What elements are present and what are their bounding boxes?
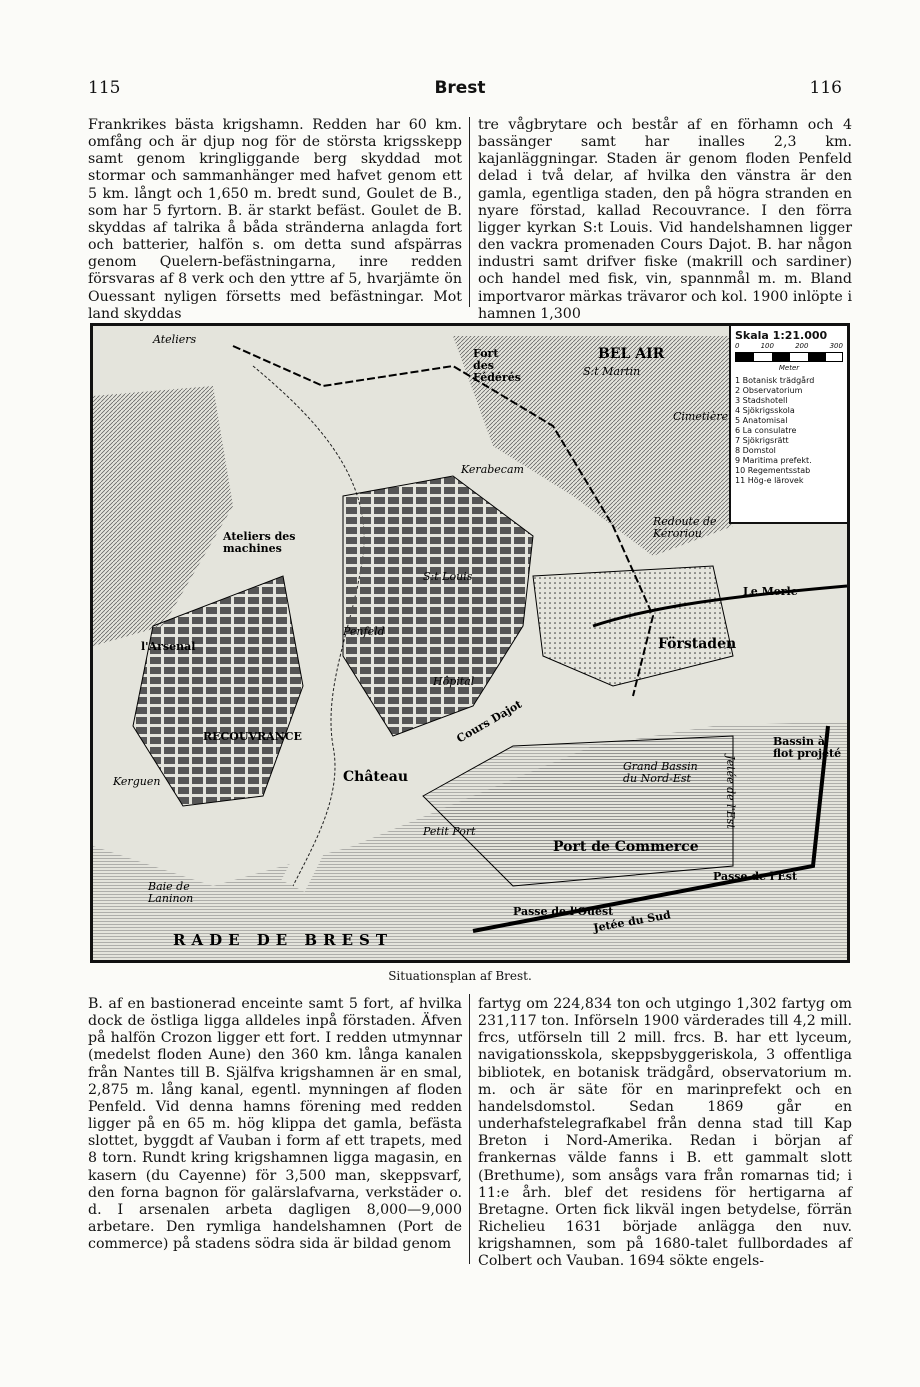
map-caption: Situationsplan af Brest. (388, 969, 532, 983)
east-suburb (533, 566, 733, 686)
paragraph: Frankrikes bästa krigshamn. Redden har 60 km. omfång och är djup nog för de största krigsskepp samt genom kringliggande berg skyddad mot stormar och sammanhänger med hafvet genom ett 5 km. långt och 1,650 m. bredt sund, Goulet de B., som har 5 fyrtorn. B. är starkt befäst. Goulet de B. skyddas af talrika å båda stränderna anlagda fort och batterier, halfön s. om detta sund afspärras genom Quelern-befästningarna, inre redden försvaras af 8 verk och den yttre af 5, hvarjämte ön Ouessant nyligen försetts med befästningar. Mot land skyddas (88, 117, 462, 322)
map-label: Petit Port (423, 825, 476, 838)
map-label: Ateliers des machines (223, 530, 296, 555)
legend-item: 6 La consulatre (735, 426, 797, 435)
column-rule-bottom (469, 994, 470, 1264)
map-label: Port de Commerce (553, 839, 699, 855)
map-label: Kerguen (113, 775, 161, 788)
scale-tick: 300 (829, 342, 843, 350)
map-label: RECOUVRANCE (203, 730, 302, 743)
map-label: Bassin à flot projeté (773, 735, 842, 760)
map-label: Jetée du Sud (592, 908, 672, 935)
map-label: Grand Bassin du Nord-Est (623, 760, 698, 785)
text-column-top-left (88, 117, 462, 323)
map-label: Passe de l'Ouest (513, 905, 614, 918)
scale-tick: 100 (760, 342, 774, 350)
map-label: Redoute de Kéroriou (653, 515, 717, 540)
paragraph: tre vågbrytare och består af en förhamn och 4 bassänger samt har inalles 2,3 km. kajanläggningar. Staden är genom floden Penfeld delad i två delar, af hvilka den vänstra är den gamla, egentliga staden, den på högra stranden en nyare förstad, kallad Recouvrance. I den förra ligger kyrkan S:t Louis. Vid handelshamnen ligger den vackra promenaden Cours Dajot. B. har någon industri samt drifver fiske (makrill och sardiner) och handel med fisk, vin, spannmål m. m. Bland importvaror märkas trävaror och kol. 1900 inlöpte i hamnen 1,300 (478, 117, 852, 322)
map-label: Cours Dajot (454, 697, 525, 746)
page-number-left: 115 (88, 78, 121, 98)
map-label: Ateliers (153, 333, 197, 346)
map-label: S:t Martin (583, 365, 641, 378)
map-label: Cimetière (673, 410, 729, 423)
legend-item: 7 Sjökrigsrätt (735, 436, 789, 445)
scale-bar (735, 352, 843, 362)
page-title: Brest (434, 78, 486, 98)
text-column-bottom-right (478, 996, 852, 1271)
legend-item: 10 Regementsstab (735, 466, 811, 475)
scale-title: Skala 1:21.000 (735, 329, 828, 342)
city-map (90, 323, 850, 963)
paragraph: B. af en bastionerad enceinte samt 5 fort, af hvilka dock de östliga ligga alldeles inpå förstaden. Äfven på halfön Crozon ligger ett fort. I redden utmynnar (medelst floden Aune) den 360 km. långa kanalen från Nantes till B. Själfva krigshamnen är en smal, 2,875 m. lång kanal, egentl. mynningen af floden Penfeld. Vid denna hamns förening med redden ligger på en 65 m. hög klippa det gamla, befästa slottet, byggdt af Vauban i form af ett trapets, med 8 torn. Rundt kring krigshamnen ligga magasin, en kasern (du Cayenne) för 3,500 man, skeppsvarf, den forna bagnon för galärslafvarna, verkstäder o. d. I arsenalen arbeta dagligen 8,000—9,000 arbetare. Den rymliga handelshamnen (Port de commerce) på stadens södra sida är bildad genom (88, 996, 462, 1253)
map-label: Jetée de l'Est (723, 755, 737, 829)
paragraph: fartyg om 224,834 ton och utgingo 1,302 fartyg om 231,117 ton. Införseln 1900 värderades till 4,2 mill. frcs, utförseln till 2 mill. frcs. B. har ett lyceum, navigationsskola, skeppsbyggeriskola, 3 offentliga bibliotek, en botanisk trädgård, observatorium m. m. och är säte för en marinprefekt och en handelsdomstol. Sedan 1869 går en underhafstelegrafkabel från denna stad till Kap Breton i Nord-Amerika. Redan i början af frankernas välde fanns i B. ett gammalt slott (Brethume), som ansågs vara från romarnas tid; i 11:e årh. blef det residens för hertigarna af Bretagne. Orten fick likväl ingen betydelse, förrän Richelieu 1631 började anlägga den nuv. krigshamnen, som på 1680-talet fullbordades af Colbert och Vauban. 1694 sökte engels- (478, 996, 852, 1270)
map-label: Château (343, 769, 409, 785)
map-label: Fort des Fédérés (473, 347, 521, 384)
legend-item: 5 Anatomisal (735, 416, 788, 425)
scale-unit: Meter (778, 364, 800, 372)
map-label: Passe de l'Est (713, 870, 798, 883)
legend-item: 9 Maritima prefekt. (735, 456, 812, 465)
column-rule-top (469, 117, 470, 307)
old-town (343, 476, 533, 736)
map-label: Le Merle (743, 585, 798, 598)
map-label: Förstaden (658, 636, 737, 652)
map-label: RADE DE BREST (173, 931, 394, 949)
text-column-bottom-left (88, 996, 462, 1253)
legend-item: 2 Observatorium (735, 386, 803, 395)
page-number-right: 116 (809, 78, 842, 98)
map-label: BEL AIR (598, 346, 665, 362)
legend-item: 4 Sjökrigsskola (735, 406, 795, 415)
scale-tick: 200 (795, 342, 809, 350)
legend-item: 1 Botanisk trädgård (735, 376, 815, 385)
map-label: Baie de Laninon (148, 880, 194, 905)
legend-list (731, 376, 847, 486)
text-column-top-right (478, 117, 852, 323)
map-label: S:t Louis (423, 570, 473, 583)
map-legend (729, 326, 847, 524)
map-label: Kerabecam (461, 463, 524, 476)
page-header (0, 78, 920, 102)
scale-ticks (731, 342, 847, 350)
legend-item: 8 Domstol (735, 446, 776, 455)
legend-item: 11 Hög-e lärovek (735, 476, 804, 485)
map-label: l'Arsenal (141, 640, 196, 653)
map-label: Hôpital (433, 675, 475, 688)
legend-item: 3 Stadshotell (735, 396, 788, 405)
map-label: Penfeld (343, 625, 385, 638)
scale-tick: 0 (735, 342, 740, 350)
